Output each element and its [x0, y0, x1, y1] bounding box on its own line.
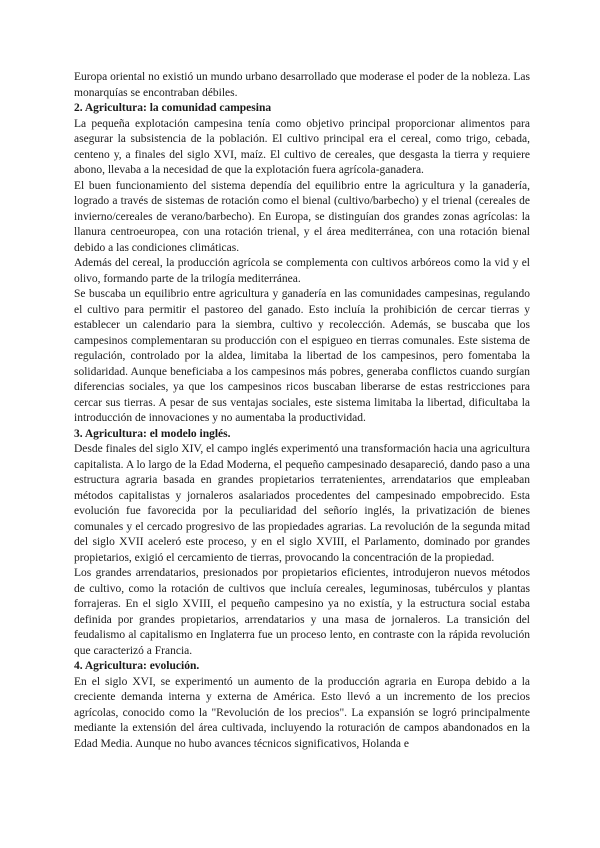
- paragraph: Se buscaba un equilibrio entre agricultura y ganadería en las comunidades campesinas, regulando el cultivo para permitir el pastoreo del ganado. Esto incluía la prohibición de cercar tierras y establecer un calendario para la siembra, cultivo y recolección. Además, se buscaba que los campesinos complementaran su producción con el espigueo en tierras comunales. Este sistema de regulación, controlado por la aldea, limitaba la libertad de los campesinos, pero fomentaba la solidaridad. Aunque beneficiaba a los campesinos más pobres, generaba conflictos cuando surgían diferencias sociales, ya que los campesinos ricos buscaban liberarse de estas restricciones para cercar sus tierras. A pesar de sus ventajas sociales, este sistema limitaba la libertad, dificultaba la introducción de innovaciones y no aumentaba la productividad.: [74, 288, 530, 424]
- paragraph: El buen funcionamiento del sistema dependía del equilibrio entre la agricultura y la ganadería, logrado a través de sistemas de rotación como el bienal (cultivo/barbecho) y el trienal (cereales de invierno/cereales de verano/barbecho). En Europa, se distinguían dos grandes zonas agrícolas: la llanura centroeuropea, con una rotación trienal, y el área mediterránea, con una rotación bienal debido a las condiciones climáticas.: [74, 179, 530, 254]
- section-heading-modelo-ingles: 3. Agricultura: el modelo inglés.: [74, 427, 231, 440]
- document-page: [74, 70, 530, 752]
- paragraph: En el siglo XVI, se experimentó un aumento de la producción agraria en Europa debido a la creciente demanda interna y externa de América. Esto llevó a un incremento de los precios agrícolas, conocido como la "Revolución de los precios". La expansión se logró principalmente mediante la extensión del área cultivada, incluyendo la roturación de campos abandonados en la Edad Media. Aunque no hubo avances técnicos significativos, Holanda e: [74, 675, 530, 750]
- paragraph: Los grandes arrendatarios, presionados por propietarios eficientes, introdujeron nuevos métodos de cultivo, como la rotación de cultivos que incluía cereales, leguminosas, tubérculos y plantas forrajeras. En el siglo XVIII, el pequeño campesino ya no existía, y la estructura social estaba definida por grandes propietarios, arrendatarios y una masa de jornaleros. La transición del feudalismo al capitalismo en Inglaterra fue un proceso lento, en contraste con la rápida revolución que caracterizó a Francia.: [74, 567, 530, 657]
- paragraph: Desde finales del siglo XIV, el campo inglés experimentó una transformación hacia una agricultura capitalista. A lo largo de la Edad Moderna, el pequeño campesinado desapareció, dando paso a una estructura agraria basada en grandes propietarios terratenientes, arrendatarios que empleaban métodos capitalistas y jornaleros asalariados procedentes del campesinado empobrecido. Esta evolución fue favorecida por la peculiaridad del señorío inglés, la privatización de bienes comunales y el cercado progresivo de las propiedades agrarias. La revolución de la segunda mitad del siglo XVII aceleró este proceso, y en el siglo XVIII, el Parlamento, dominado por grandes propietarios, exigió el cercamiento de tierras, provocando la concentración de la propiedad.: [74, 443, 530, 564]
- section-heading-evolucion: 4. Agricultura: evolución.: [74, 660, 200, 672]
- section-heading-comunidad-campesina: 2. Agricultura: la comunidad campesina: [74, 102, 272, 114]
- paragraph: Además del cereal, la producción agrícola se complementa con cultivos arbóreos como la vid y el olivo, formando parte de la trilogía mediterránea.: [74, 257, 530, 285]
- intro-paragraph: Europa oriental no existió un mundo urbano desarrollado que moderase el poder de la nobleza. Las monarquías se encontraban débiles.: [74, 71, 530, 99]
- paragraph: La pequeña explotación campesina tenía como objetivo principal proporcionar alimentos para asegurar la subsistencia de la población. El cultivo principal era el cereal, como trigo, cebada, centeno y, a finales del siglo XVI, maíz. El cultivo de cereales, que desgasta la tierra y requiere abono, llevaba a la necesidad de que la explotación fuera agrícola-ganadera.: [74, 117, 530, 176]
